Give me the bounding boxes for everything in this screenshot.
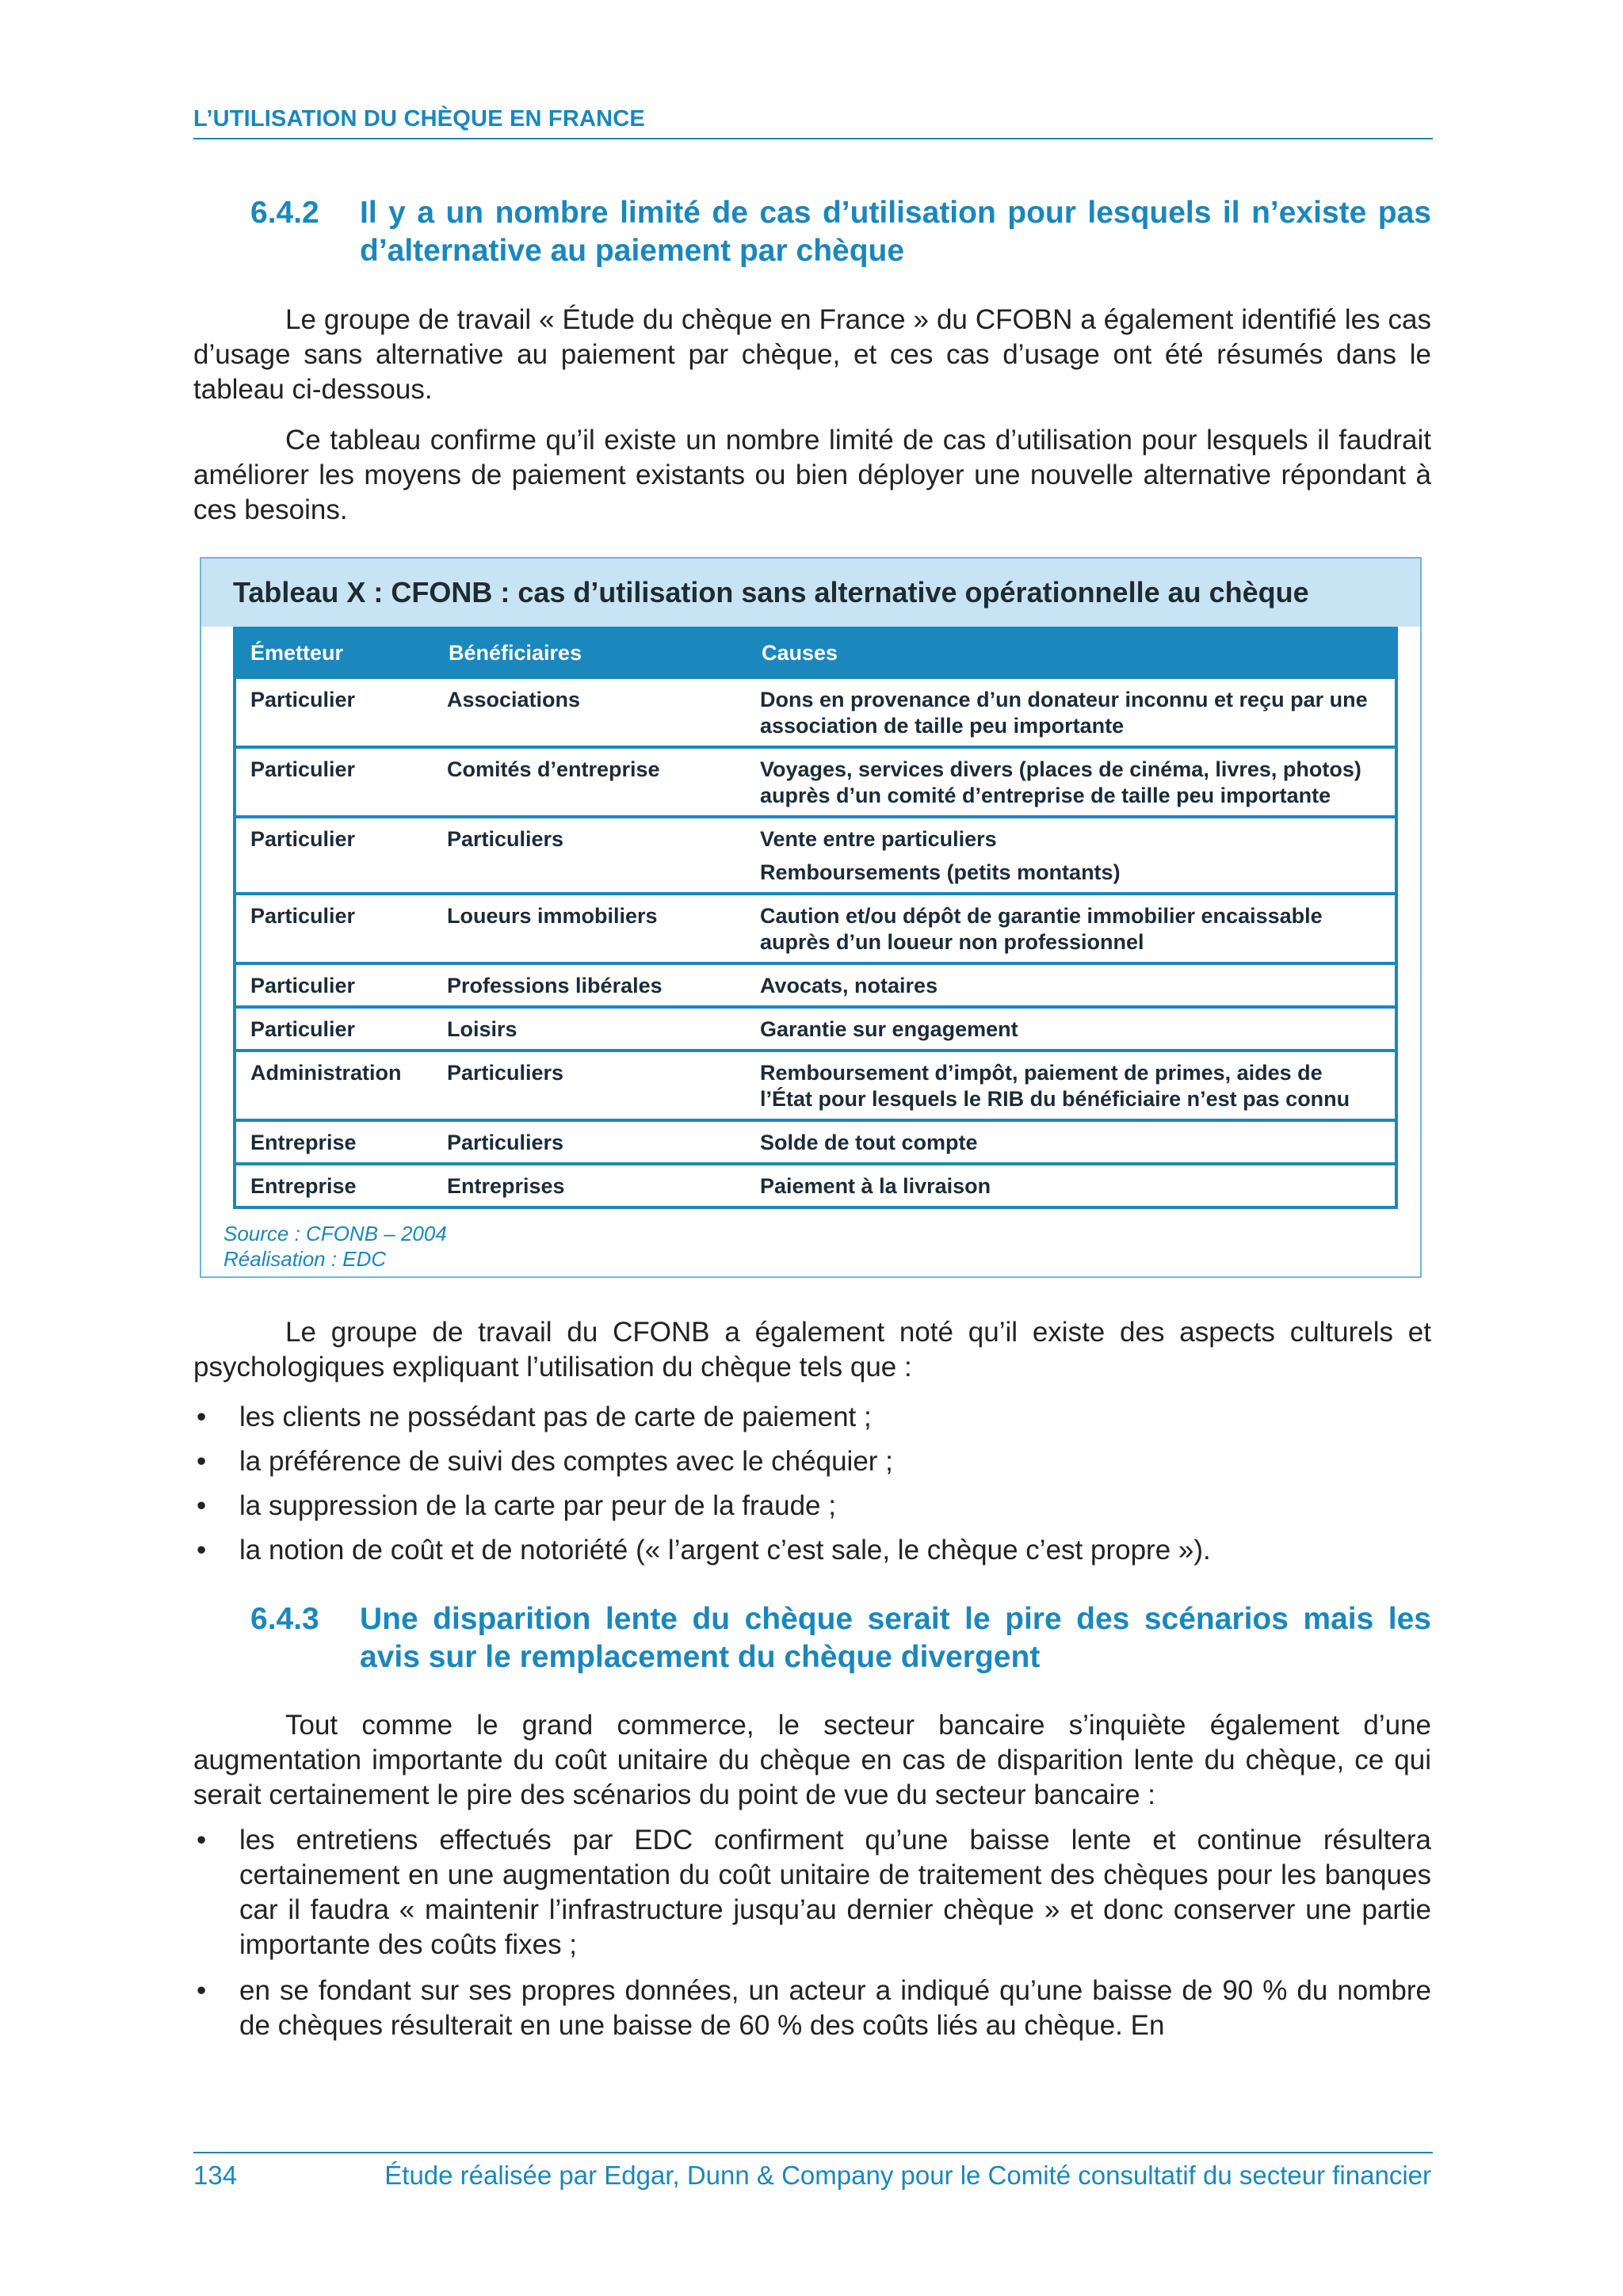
bullet-icon: •	[197, 1402, 207, 1432]
cause-line: Solde de tout compte	[760, 1131, 978, 1154]
cause-line: Caution et/ou dépôt de garantie immobilier encaissable auprès d’un loueur non professionnel	[760, 904, 1323, 954]
paragraph-aspects-culturels	[193, 1315, 1431, 1385]
list-item-text: en se fondant sur ses propres données, un acteur a indiqué qu’une baisse de 90 % du nombre de chèques résulterait en une baisse de 60 % des coûts liés au chèque. En	[239, 1975, 1431, 2041]
paragraph-text: Tout comme le grand commerce, le secteur bancaire s’inquiète également d’une augmentation importante du coût unitaire du chèque en cas de disparition lente du chèque, ce qui serait certainement le pire des scénarios du point de vue du secteur bancaire :	[193, 1710, 1431, 1810]
cause-line: Paiement à la livraison	[760, 1174, 991, 1198]
cell-beneficiaires: Entreprises	[433, 1164, 746, 1207]
cell-emetteur: Particulier	[235, 1007, 433, 1051]
list-item	[193, 1400, 1431, 1435]
cell-causes	[746, 747, 1396, 817]
cell-beneficiaires: Associations	[433, 677, 746, 747]
cell-emetteur: Particulier	[235, 894, 433, 963]
paragraph-tableau-confirme	[193, 423, 1431, 528]
cell-emetteur: Particulier	[235, 817, 433, 894]
table-caption: Tableau X : CFONB : cas d’utilisation sans alternative opérationnelle au chèque	[233, 576, 1309, 608]
section-title: Une disparition lente du chèque serait le pire des scénarios mais les avis sur le remplacement du chèque divergent	[360, 1602, 1431, 1674]
bullet-icon: •	[197, 1490, 207, 1521]
footer-credit: Étude réalisée par Edgar, Dunn & Company pour le Comité consultatif du secteur financier	[384, 2161, 1431, 2190]
cell-causes	[746, 894, 1396, 963]
cause-line: Remboursements (petits montants)	[760, 860, 1121, 884]
page-number: 134	[193, 2161, 238, 2190]
cell-emetteur: Particulier	[235, 963, 433, 1007]
paragraph-group-cfobn	[193, 303, 1431, 407]
cell-causes	[746, 817, 1396, 894]
list-item	[193, 1444, 1431, 1479]
banking-bullet-list	[193, 1823, 1431, 2054]
cell-causes	[746, 1007, 1396, 1051]
section-title: Il y a un nombre limité de cas d’utilisation pour lesquels il n’existe pas d’alternative au paiement par chèque	[360, 196, 1431, 268]
bullet-icon: •	[197, 1446, 207, 1477]
column-header-emetteur: Émetteur	[235, 628, 433, 677]
cause-line: Avocats, notaires	[760, 974, 938, 997]
paragraph-text: Le groupe de travail « Étude du chèque en France » du CFOBN a également identifié les cas d’usage sans alternative au paiement par chèque, et ces cas d’usage ont été résumés dans le tableau ci-dessous.	[193, 304, 1431, 405]
cfonb-table-box	[200, 557, 1422, 1278]
column-header-beneficiaires: Bénéficiaires	[433, 628, 746, 677]
bullet-icon: •	[197, 1975, 207, 2006]
list-item	[193, 1823, 1431, 1962]
paragraph-text: Le groupe de travail du CFONB a également noté qu’il existe des aspects culturels et psychologiques expliquant l’utilisation du chèque tels que :	[193, 1317, 1431, 1383]
column-header-causes: Causes	[746, 628, 1396, 677]
cell-beneficiaires: Loisirs	[433, 1007, 746, 1051]
cell-emetteur: Entreprise	[235, 1164, 433, 1207]
cell-beneficiaires: Particuliers	[433, 1051, 746, 1120]
table-row	[235, 1007, 1396, 1051]
cfonb-table	[233, 627, 1398, 1209]
bullet-icon: •	[197, 1825, 207, 1855]
cell-emetteur: Administration	[235, 1051, 433, 1120]
realisation-line: Réalisation : EDC	[223, 1247, 387, 1271]
paragraph-text: Ce tableau confirme qu’il existe un nombre limité de cas d’utilisation pour lesquels il faudrait améliorer les moyens de paiement existants ou bien déployer une nouvelle alternative répondant à ces besoins.	[193, 425, 1431, 525]
list-item-text: la suppression de la carte par peur de la fraude ;	[239, 1490, 836, 1521]
cause-line: Vente entre particuliers	[760, 827, 997, 851]
table-row	[235, 1164, 1396, 1207]
list-item-text: les entretiens effectués par EDC confirment qu’une baisse lente et continue résultera certainement en une augmentation du coût unitaire de traitement des chèques pour les banques car il faudra « maintenir l’infrastructure jusqu’au dernier chèque » et donc conserver une partie importante des coûts fixes ;	[239, 1825, 1431, 1960]
cause-line: Voyages, services divers (places de cinéma, livres, photos) auprès d’un comité d’entreprise de taille peu importante	[760, 757, 1361, 807]
section-number: 6.4.2	[250, 196, 319, 230]
table-row	[235, 747, 1396, 817]
section-heading-642	[250, 194, 1431, 270]
list-item-text: la préférence de suivi des comptes avec le chéquier ;	[239, 1446, 893, 1477]
table-row	[235, 817, 1396, 894]
section-number: 6.4.3	[250, 1602, 319, 1636]
cell-causes	[746, 1120, 1396, 1164]
cause-line: Dons en provenance d’un donateur inconnu et reçu par une association de taille peu importante	[760, 688, 1368, 738]
list-item-text: la notion de coût et de notoriété (« l’argent c’est sale, le chèque c’est propre »).	[239, 1535, 1211, 1566]
list-item-text: les clients ne possédant pas de carte de paiement ;	[239, 1402, 872, 1432]
bullet-icon: •	[197, 1535, 207, 1566]
paragraph-secteur-bancaire	[193, 1708, 1431, 1813]
cell-beneficiaires: Loueurs immobiliers	[433, 894, 746, 963]
cultural-bullet-list	[193, 1400, 1431, 1577]
table-row	[235, 894, 1396, 963]
table-source-note	[223, 1221, 447, 1272]
table-row	[235, 963, 1396, 1007]
section-heading-643	[250, 1600, 1431, 1676]
table-row	[235, 677, 1396, 747]
source-line: Source : CFONB – 2004	[223, 1222, 447, 1245]
header-rule	[193, 138, 1433, 139]
cell-causes	[746, 677, 1396, 747]
running-header: L’UTILISATION DU CHÈQUE EN FRANCE	[193, 106, 645, 132]
cause-line: Remboursement d’impôt, paiement de primes, aides de l’État pour lesquels le RIB du bénéficiaire n’est pas connu	[760, 1061, 1350, 1111]
cell-emetteur: Entreprise	[235, 1120, 433, 1164]
cell-emetteur: Particulier	[235, 747, 433, 817]
cause-line: Garantie sur engagement	[760, 1017, 1018, 1041]
cell-causes	[746, 1051, 1396, 1120]
table-row	[235, 1051, 1396, 1120]
footer-rule	[193, 2152, 1433, 2153]
list-item	[193, 1489, 1431, 1524]
cell-beneficiaires: Professions libérales	[433, 963, 746, 1007]
cell-causes	[746, 1164, 1396, 1207]
list-item	[193, 1533, 1431, 1568]
cell-beneficiaires: Particuliers	[433, 817, 746, 894]
table-row	[235, 1120, 1396, 1164]
cell-emetteur: Particulier	[235, 677, 433, 747]
table-header-row	[235, 628, 1396, 677]
cell-beneficiaires: Particuliers	[433, 1120, 746, 1164]
list-item	[193, 1974, 1431, 2043]
cell-causes	[746, 963, 1396, 1007]
cell-beneficiaires: Comités d’entreprise	[433, 747, 746, 817]
